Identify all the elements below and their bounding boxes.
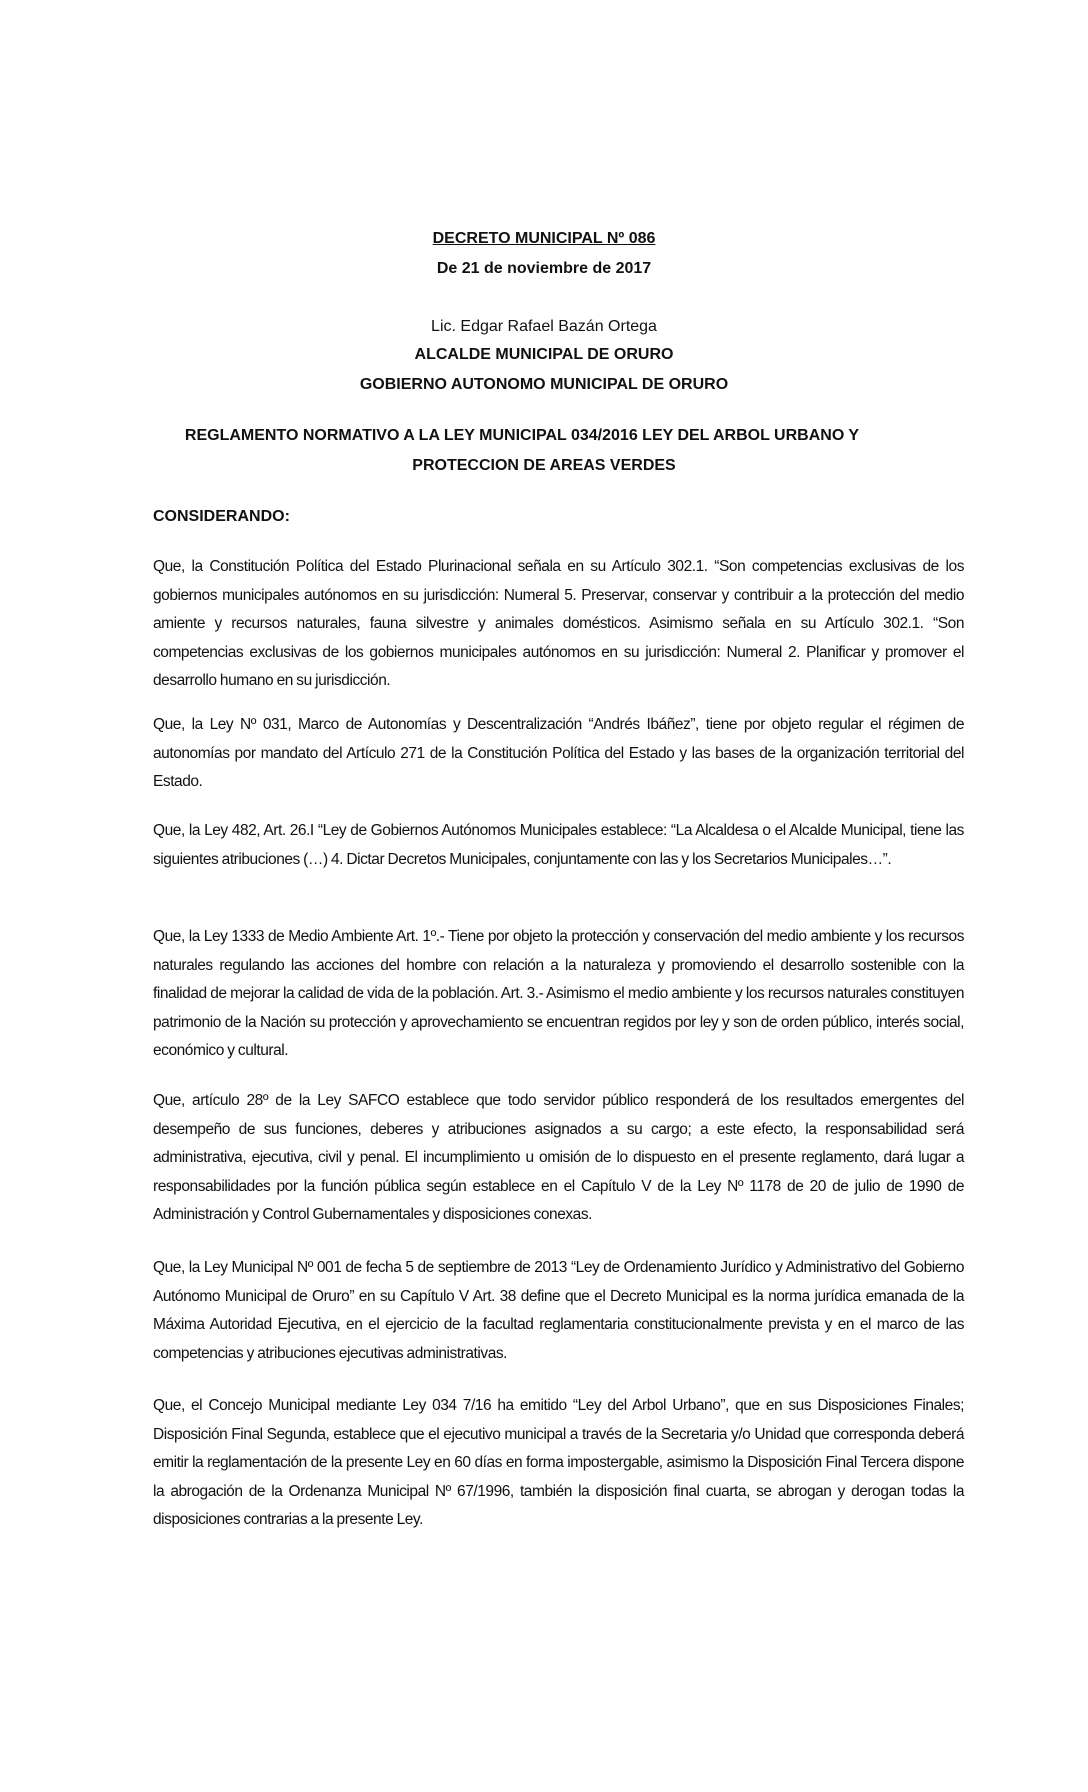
paragraph-ley-031: Que, la Ley Nº 031, Marco de Autonomías y Descentralización “Andrés Ibáñez”, tiene por objeto regular el régimen de autonomías por mandato del Artículo 271 de la Constitución Política del Estado y las bases de la organización territorial del Estado. bbox=[153, 716, 964, 790]
regulation-title-line-2: PROTECCION DE AREAS VERDES bbox=[412, 457, 676, 474]
official-name: Lic. Edgar Rafael Bazán Ortega bbox=[431, 318, 657, 335]
official-role: ALCALDE MUNICIPAL DE ORURO bbox=[414, 346, 674, 363]
paragraph-ley-municipal-001: Que, la Ley Municipal Nº 001 de fecha 5 de septiembre de 2013 “Ley de Ordenamiento Jurídico y Administrativo del Gobierno Autónomo Municipal de Oruro” en su Capítulo V Art. 38 define que el Decreto Municipal es la norma jurídica emanada de la Máxima Autoridad Ejecutiva, en el ejercicio de la facultad reglamentaria constitucionalmente prevista y en el marco de las competencias y atribuciones ejecutivas administrativas. bbox=[153, 1259, 964, 1362]
paragraph-ley-034: Que, el Concejo Municipal mediante Ley 034 7/16 ha emitido “Ley del Arbol Urbano”, que en sus Disposiciones Finales; Disposición Final Segunda, establece que el ejecutivo municipal a través de la Secretaria y/o Unidad que corresponda deberá emitir la reglamentación de la presente Ley en 60 días en forma impostergable, asimismo la Disposición Final Tercera dispone la abrogación de la Ordenanza Municipal Nº 67/1996, también la disposición final cuarta, se abrogan y derogan todas la disposiciones contrarias a la presente Ley. bbox=[153, 1397, 964, 1528]
decree-date: De 21 de noviembre de 2017 bbox=[436, 260, 652, 277]
paragraph-ley-safco: Que, artículo 28º de la Ley SAFCO establece que todo servidor público responderá de los resultados emergentes del desempeño de sus funciones, deberes y atribuciones asignados a su cargo; a este efecto, la responsabilidad será administrativa, ejecutiva, civil y penal. El incumplimiento u omisión de lo dispuesto en el presente reglamento, dará lugar a responsabilidades por la función pública según establece en el Capítulo V de la Ley Nº 1178 de 20 de julio de 1990 de Administración y Control Gubernamentales y disposiciones conexas. bbox=[153, 1092, 964, 1223]
considerando-heading: CONSIDERANDO: bbox=[153, 508, 290, 525]
paragraph-ley-1333: Que, la Ley 1333 de Medio Ambiente Art. 1º.- Tiene por objeto la protección y conservación del medio ambiente y los recursos naturales regulando las acciones del hombre con relación a la naturaleza y promoviendo el desarrollo sostenible con la finalidad de mejorar la calidad de vida de la población. Art. 3.- Asimismo el medio ambiente y los recursos naturales constituyen patrimonio de la Nación su protección y aprovechamiento se encuentran regidos por ley y son de orden público, interés social, económico y cultural. bbox=[153, 928, 964, 1059]
paragraph-constitution: Que, la Constitución Política del Estado Plurinacional señala en su Artículo 302.1. “Son competencias exclusivas de los gobiernos municipales autónomos en su jurisdicción: Numeral 5. Preservar, conservar y contribuir a la protección del medio amiente y recursos naturales, fauna silvestre y animales domésticos. Asimismo señala en su Artículo 302.1. “Son competencias exclusivas de los gobiernos municipales autónomos en su jurisdicción: Numeral 2. Planificar y promover el desarrollo humano en su jurisdicción. bbox=[153, 558, 964, 689]
government-name: GOBIERNO AUTONOMO MUNICIPAL DE ORURO bbox=[359, 376, 729, 393]
regulation-title-line-1: REGLAMENTO NORMATIVO A LA LEY MUNICIPAL 034/2016 LEY DEL ARBOL URBANO Y bbox=[184, 427, 860, 444]
paragraph-ley-482: Que, la Ley 482, Art. 26.I “Ley de Gobiernos Autónomos Municipales establece: “La Alcaldesa o el Alcalde Municipal, tiene las siguientes atribuciones (…) 4. Dictar Decretos Municipales, conjuntamente con las y los Secretarios Municipales…”. bbox=[153, 822, 964, 868]
decree-title: DECRETO MUNICIPAL Nº 086 bbox=[432, 230, 656, 247]
